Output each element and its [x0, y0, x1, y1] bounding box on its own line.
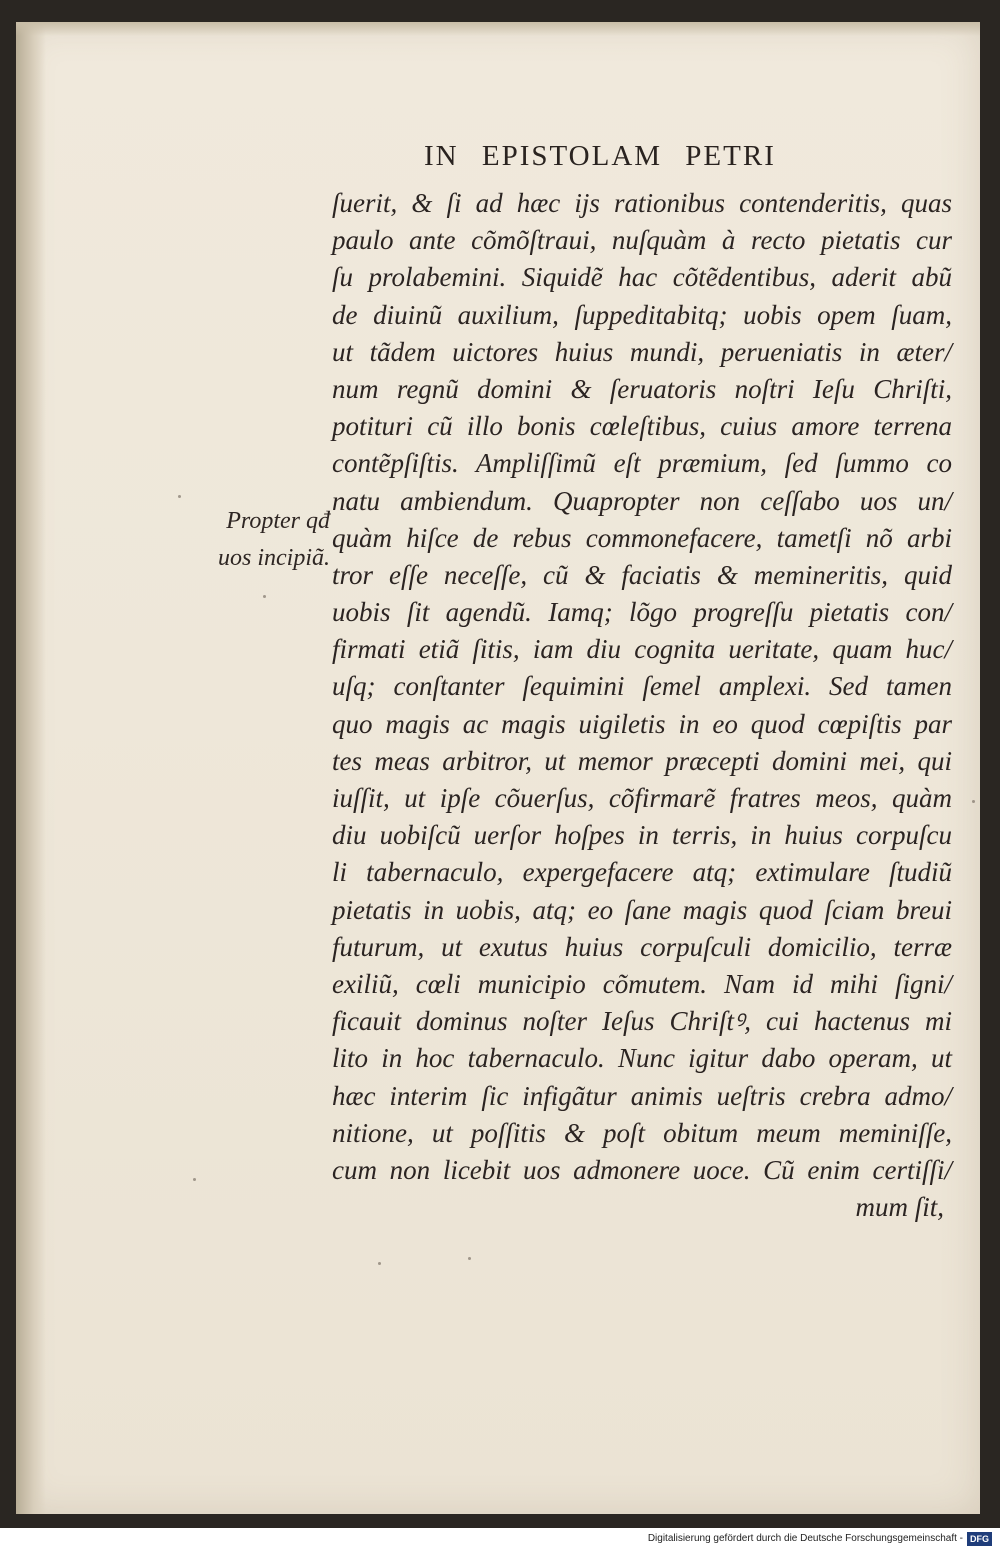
text-line: diu uobiſcũ uerſor hoſpes in terris, in huius corpuſcu — [332, 820, 952, 851]
text-line: iuſſit, ut ipſe cõuerſus, cõfirmarẽ fratres meos, quàm — [332, 783, 952, 813]
text-line: quo magis ac magis uigiletis in eo quod cœpiſtis par — [332, 708, 952, 739]
text-line: hæc interim ſic infigãtur animis ueſtris crebra admo/ — [332, 1080, 952, 1111]
text-line: cum non licebit uos admonere uoce. Cũ enim certiſſi/ — [332, 1154, 952, 1185]
catchword-line: mum ſit, — [855, 1192, 944, 1223]
text-line: num regnũ domini & ſeruatoris noſtri Ieſu Chriſti, — [332, 373, 952, 404]
page-gutter-shadow — [16, 22, 46, 1514]
credit-text: Digitalisierung gefördert durch die Deutsche Forschungsgemeinschaft - — [647, 1533, 963, 1544]
text-line: tes meas arbitror, ut memor præcepti domini mei, qui — [332, 745, 952, 776]
text-line: nitione, ut poſſitis & poſt obitum meum meminiſſe, — [332, 1117, 952, 1148]
text-line: natu ambiendum. Quapropter non ceſſabo uos un/ — [332, 485, 952, 516]
text-line: de diuinũ auxilium, ſuppeditabitq; uobis opem ſuam, — [332, 299, 952, 330]
marginal-note-line: Propter qđ — [226, 508, 330, 534]
text-line: potituri cũ illo bonis cœleſtibus, cuius amore terrena — [332, 411, 952, 442]
digitization-credit — [648, 1531, 992, 1547]
marginal-note — [168, 503, 330, 577]
text-line: firmati etiã ſitis, iam diu cognita ueritate, quam huc/ — [332, 634, 952, 665]
text-line: quàm hiſce de rebus commonefacere, tametſi nõ arbi — [332, 522, 952, 553]
text-line: paulo ante cõmõſtraui, nuſquàm à recto pietatis cur — [332, 225, 952, 256]
text-line: ſu prolabemini. Siquidẽ hac cõtẽdentibus, aderit abũ — [332, 262, 952, 293]
text-line: contẽpſiſtis. Ampliſſimũ eſt præmium, ſed ſummo co — [332, 448, 952, 479]
paper-speck — [193, 1178, 196, 1181]
text-line: uobis ſit agendũ. Iamq; lõgo progreſſu pietatis con/ — [332, 597, 952, 628]
paper-speck — [468, 1257, 471, 1260]
dfg-logo: DFG — [967, 1532, 992, 1546]
page-top-shadow — [16, 22, 980, 36]
text-line: futurum, ut exutus huius corpuſculi domicilio, terræ — [332, 931, 952, 962]
paper-speck — [178, 495, 181, 498]
text-line: tror eſſe neceſſe, cũ & faciatis & memineritis, quid — [332, 559, 952, 590]
text-line: ſuerit, & ſi ad hæc ijs rationibus contenderitis, quas — [332, 188, 952, 218]
paper-speck — [263, 595, 266, 598]
text-line: exiliũ, cœli municipio cõmutem. Nam id mihi ſigni/ — [332, 968, 952, 999]
text-line: uſq; conſtanter ſequimini ſemel amplexi. Sed tamen — [332, 671, 952, 702]
paper-speck — [972, 800, 975, 803]
text-line: ficauit dominus noſter Ieſus Chriſtꝰ, cui hactenus mi — [332, 1006, 952, 1037]
marginal-note-line: uos incipiã. — [218, 545, 330, 571]
body-text — [332, 185, 952, 1226]
text-line: ut tãdem uictores huius mundi, perueniatis in æter/ — [332, 336, 952, 367]
running-head: IN EPISTOLAM PETRI — [424, 140, 776, 172]
paper-speck — [378, 1262, 381, 1265]
text-line: lito in hoc tabernaculo. Nunc igitur dabo operam, ut — [332, 1043, 952, 1074]
text-line: pietatis in uobis, atq; eo ſane magis quod ſciam breui — [332, 894, 952, 925]
text-line: li tabernaculo, expergefacere atq; extimulare ſtudiũ — [332, 857, 952, 888]
